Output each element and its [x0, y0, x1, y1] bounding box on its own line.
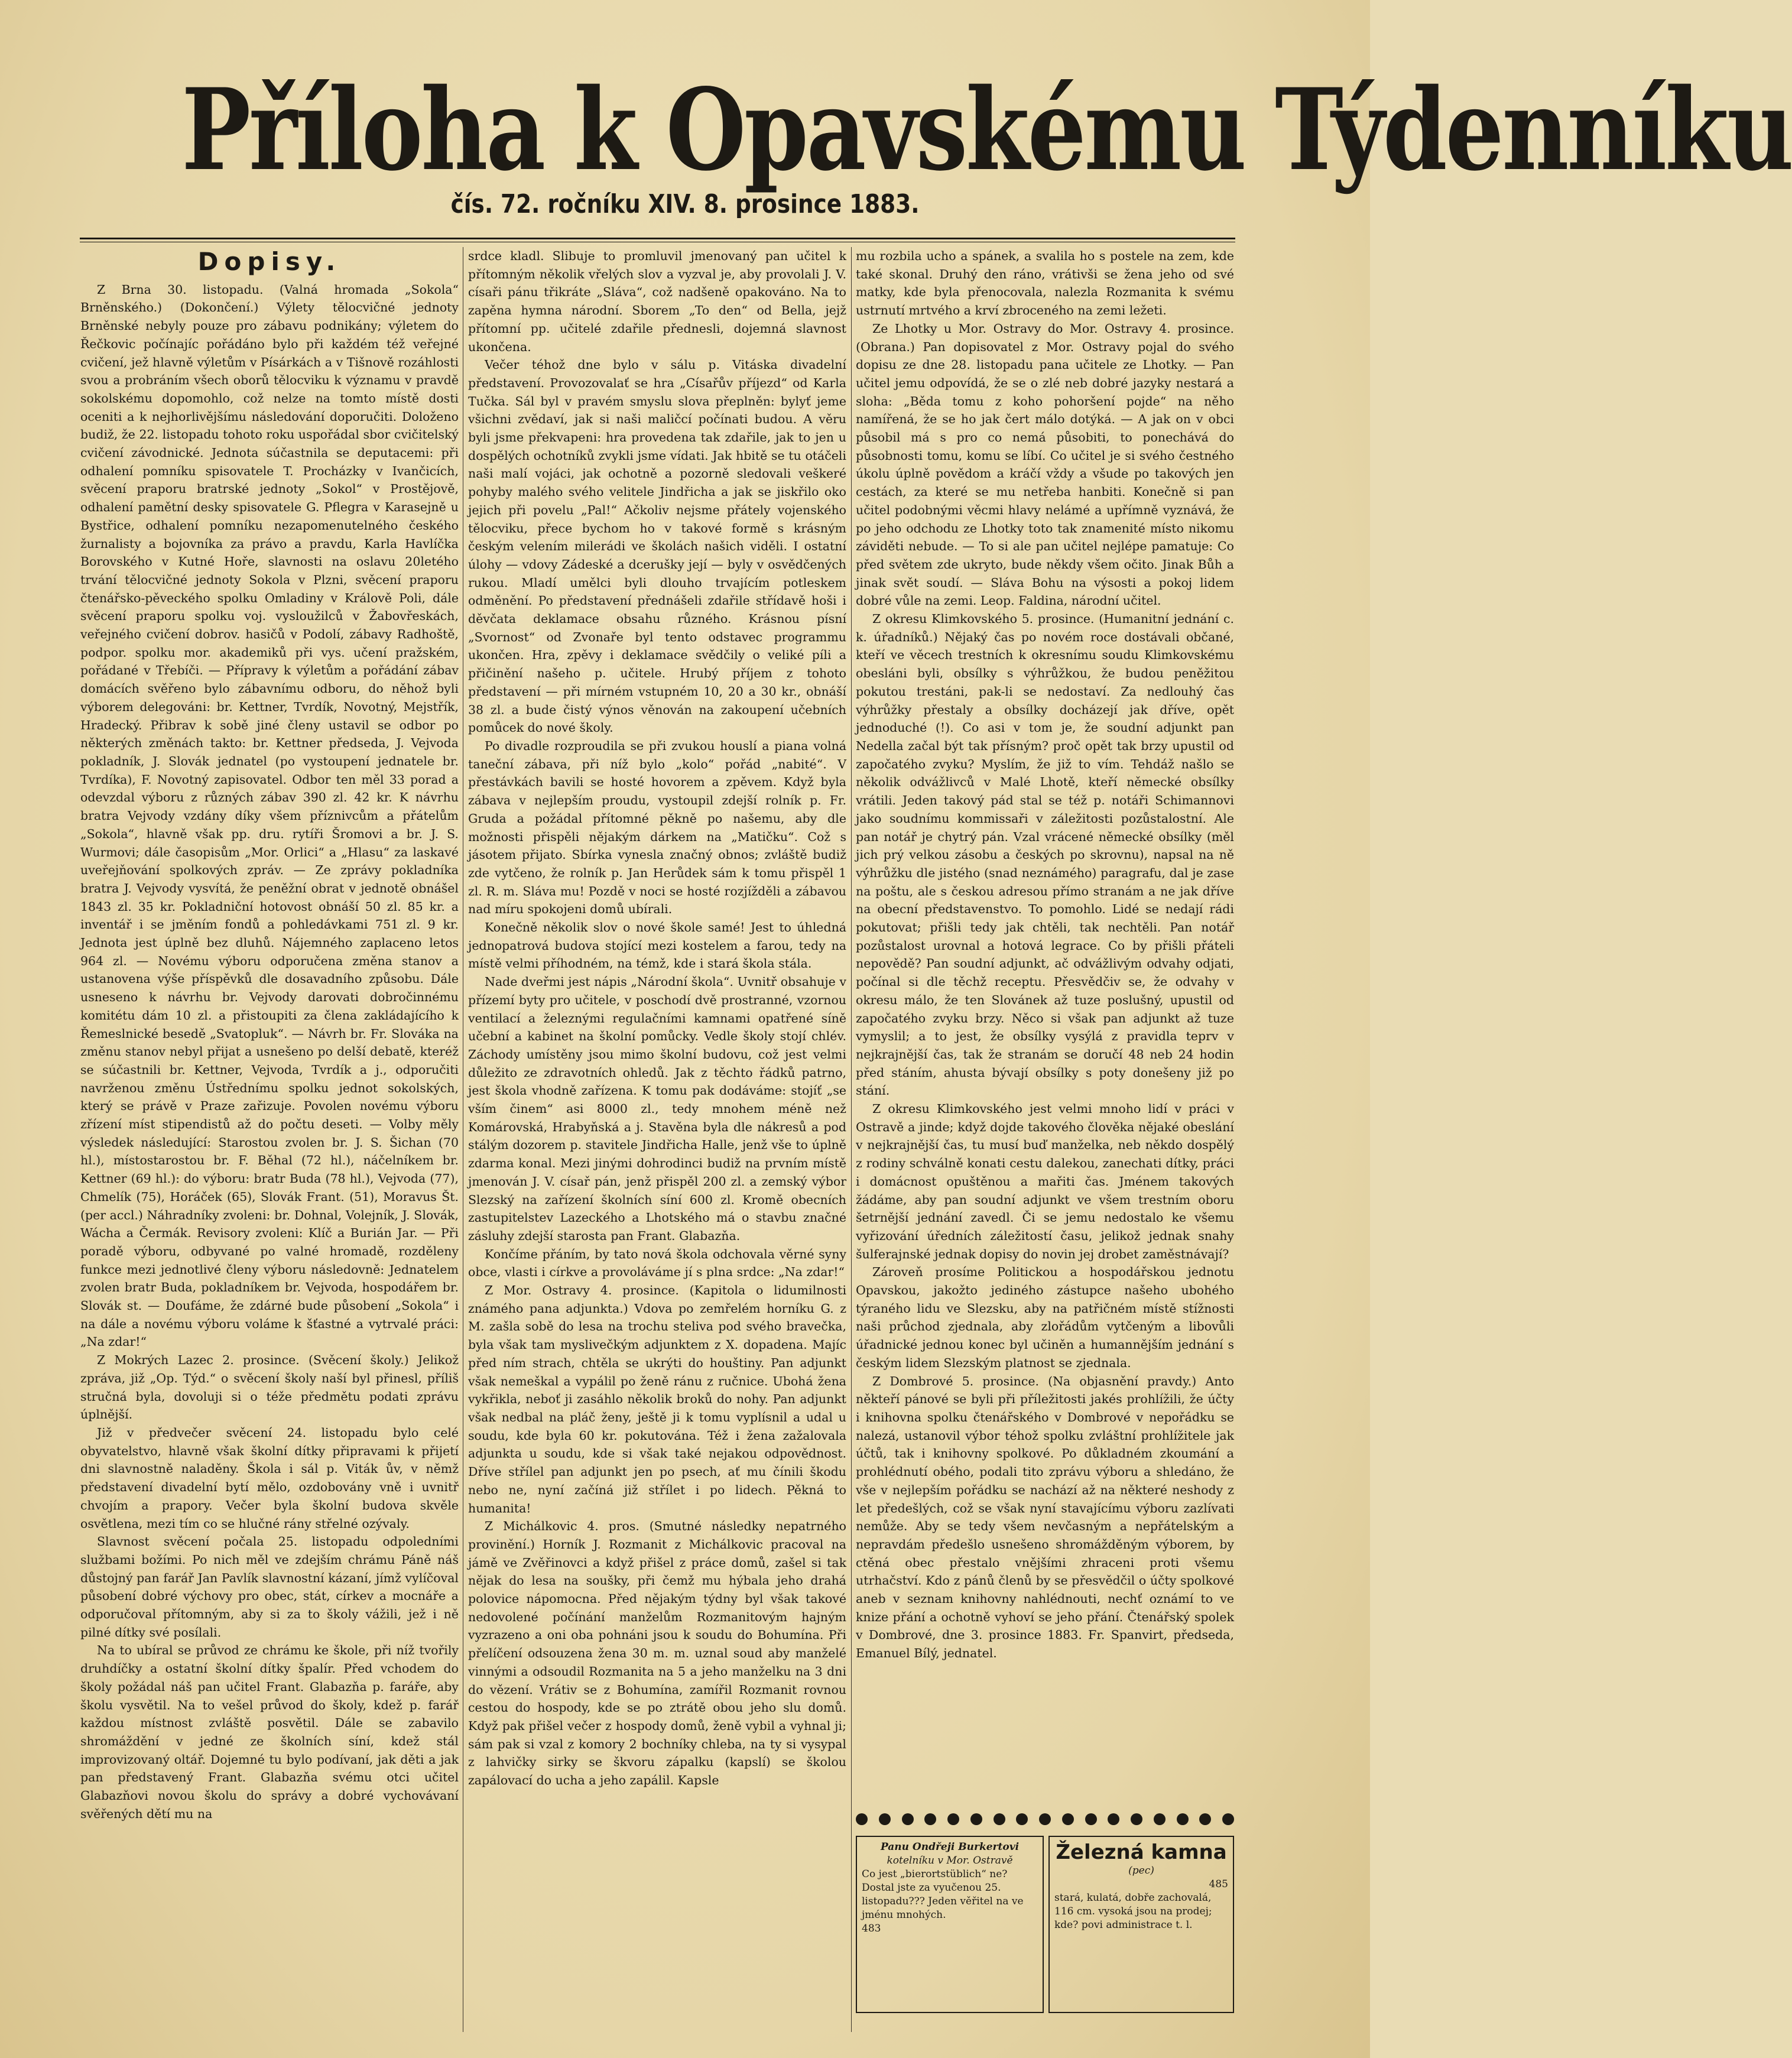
article-paragraph: Z Brna 30. listopadu. (Valná hromada „Sokola“ Brněnského.) (Dokončení.) Výlety tělocvičné jednoty Brněnské nebyly pouze pro zábavu podnikány; výletem do Řečkovic počínajíc pořádáno bylo při každém též veřejné cvičení, jež hlavně výletům v Písárkách a v Tišnově rozáhlosti svou a probráním všech oborů tělocviku k významu v pravdě sokolskému dopomohlo, což nelze na tomto místě dosti oceniti a k nejhorlivějšímu následování doporučiti. Doloženo budiž, že 22. listopadu tohoto roku uspořádal sbor cvičitelský cvičení závodnické. Jednota súčastnila se deputacemi: při odhalení pomníku spisovatele T. Procházky v Ivančicích, svěcení praporu bratrské jednoty „Sokol“ v Prostějově, odhalení pamětní desky spisovatele G. Pflegra v Karasejně u Bystřice, odhalení pomníku nezapomenutelného českého žurnalisty a bojovníka za právo a pravdu, Karla Havlíčka Borovského v Kutné Hoře, slavnosti na oslavu 20letého trvání tělocvičné jednoty Sokola v Plzni, svěcení praporu čtenářsko-pěveckého spolku Omladiny v Králově Poli, dále svěcení praporu spolku voj. vysloužilců v Žabovřeskách, veřejného cvičení dobrov. hasičů v Podolí, zábavy Radhoště, podpor. spolku mor. akademiků při vys. učení pražském, pořádané v Třebíči. — Přípravy k výletům a pořádání zábav domácích svěřeno bylo zábavnímu odboru, do něhož byli výborem delegováni: br. Kettner, Tvrdík, Novotný, Mejstřík, Hradecký. Přibrav k sobě jiné členy ustavil se odbor po některých změnách takto: br. Kettner předseda, J. Vejvoda pokladník, J. Slovák jednatel (po vystoupení jednatele br. Tvrdíka), F. Novotný zapisovatel. Odbor ten měl 33 porad a odevzdal výboru z různých zábav 390 zl. 42 kr. K návrhu bratra Vejvody vzdány díky všem příznivcům a přátelům „Sokola“, hlavně však pp. dru. rytíři Šromovi a br. J. S. Wurmovi; dále časopisům „Mor. Orlici“ a „Hlasu“ za laskavé uveřejňování spolkových zpráv. — Ze zprávy pokladníka bratra J. Vejvody vysvítá, že peněžní obrat v jednotě obnášel 1843 zl. 35 kr. Pokladniční hotovost obnáší 50 zl. 85 kr. a inventář i se jměním fondů a pohledávkami 751 zl. 9 kr. Jednota jest úplně bez dluhů. Nájemného zaplaceno letos 964 zl. — Novému výboru odporučena změna stanov a ustanovena výše příspěvků dle dosavadního způsobu. Dále usneseno k návrhu br. Vejvody darovati dobročinnému komitétu dám 10 zl. a přistoupiti za člena zakládajícího k Řemeslnické besedě „Svatopluk“. — Návrh br. Fr. Slováka na změnu stanov nebyl přijat a usnešeno po delší debatě, kteréž se súčastnili br. Kettner, Vejvoda, Tvrdík a j., odporučiti navrženou změnu Ústřednímu spolku jednot sokolských, který se právě v Praze zařizuje. Povolen novému výboru zřízení míst stipendistů až do počtu deseti. — Volby měly výsledek následující: Starostou zvolen br. J. S. Šichan (70 hl.), místostarostou br. F. Běhal (72 hl.), náčelníkem br. Kettner (69 hl.): do výboru: bratr Buda (78 hl.), Vejvoda (77), Chmelík (75), Horáček (65), Slovák Frant. (51), Moravus Št. (per accl.) Náhradníky zvoleni: br. Dohnal, Volejník, J. Slovák, Wácha a Čermák. Revisory zvoleni: Klíč a Burián Jar. — Při poradě výboru, odbyvané po valné hromadě, rozděleny funkce mezi jednotlivé členy výboru následovně: Jednatelem zvolen bratr Buda, pokladníkem br. Vejvoda, hospodářem br. Slovák st. — Doufáme, že zdárné bude působení „Sokola“ i na dále a novému výboru voláme k šťastné a vytrvalé práci: „Na zdar!“ — [80, 282, 459, 1349]
article-paragraph: Po divadle rozproudila se při zvukou houslí a piana volná taneční zábava, při níž bylo „kolo“ pořád „nabité“. V přestávkách bavili se hosté hovorem a zpěvem. Když byla zábava v nejlepším proudu, vystoupil zdejší rolník p. Fr. Gruda a požádal přítomné pěkně po našemu, aby dle možnosti přispěli nějakým dárkem na „Matičku“. Což s jásotem přijato. Sbírka vynesla značný obnos; zvláště budiž zde vytčeno, že rolník p. Jan Herůdek sám k tomu přispěl 1 zl. R. m. Sláva mu! Pozdě v noci se hosté rozjížděli a zábavou nad míru spokojeni domů ubírali. — [468, 738, 846, 917]
article-paragraph: Z Dombrové 5. prosince. (Na objasnění pravdy.) Anto někteří pánové se byli při příležitosti jakés prohlížili, že účty i knihovna spolku čtenářského v Dombrové v nepořádku se nalezá, ustanovil výbor téhož spolku zvláštní prohlížitele jak účtů, tak i knihovny spolkové. Po důkladném zkoumání a prohlédnutí obého, podali tito zprávu výboru a shledáno, že vše v nejlepším pořádku se nachází až na některé neshody z let předešlých, což se však nyní stavajícímu výboru zazlívati nemůže. Aby se tedy všem nevčasným a nepřátelským a nepravdám předešlo usnešeno shromážděným výborem, by ctěná obec přestalo vnějšími zhraceni proti všemu utrhačství. Kdo z pánů členů by se přesvědčil o účty spolkové aneb v seznam knihovny nahlédnouti, nechť oznámí to ve knize přání a ochotně vyhoví se jeho přání. Čtenářský spolek v Dombrové, dne 3. prosince 1883. Fr. Spanvirt, předseda, Emanuel Bílý, jednatel. — [856, 1374, 1234, 1661]
article-paragraph: Z Michálkovic 4. pros. (Smutné následky nepatrného provinění.) Horník J. Rozmanit z Michálkovic pracoval na jámě ve Zvěřinovci a když přišel z práce domů, zašel si tak nějak do lesa na soušky, při čemž mu hýbala jeho drahá polovice nápomocna. Před nějakým týdny byl však takové nedovolené počínání manželům Rozmanitovým hajným vyzrazeno a oni oba pohnáni jsou k soudu do Bohumína. Při přelíčení odsouzena žena 30 m. m. uznal soud aby manželé vinnými a odsoudil Rozmanita na 5 a jeho manželku na 3 dni do vězení. Vrátiv se z Bohumína, zamířil Rozmanit rovnou cestou do hospody, kde se po ztrátě obou jeho slu domů. Když pak přišel večer z hospody domů, ženě vybil a vyhnal ji; sám pak si vzal z komory 2 bochníky chleba, na ty si vysypal z lahvičky sirky se škvoru zápalku (kapslí) se školou zapálovací do ucha a jeho zapálil. Kapsle — [468, 1519, 846, 1788]
column-2 — [468, 247, 846, 2020]
article-paragraph: Na to ubíral se průvod ze chrámu ke škole, při níž tvořily druhdíčky a ostatní školní dítky špalír. Před vchodem do školy požádal náš pan učitel Frant. Glabazňa p. faráře, aby školu vysvětil. Na to vešel průvod do školy, kdež p. farář každou místnost zvláště posvětil. Dále se zabavilo shromáždění v jedné ze školních síní, kdež stál improvizovaný oltář. Dojemné tu bylo podívaní, jak děti a jak pan představený Frant. Glabazňa svému otci učitel Glabazňovi novou školu do správy a dobré vychovávaní svěřených dětí mu na — [80, 1643, 459, 1821]
article-paragraph: Z Mokrých Lazec 2. prosince. (Svěcení školy.) Jelikož zpráva, již „Op. Týd.“ o svěcení školy naší byl přinesl, příliš stručná byla, dovoluji si o téže předmětu podati zprávu úplnější. — [80, 1353, 459, 1422]
masthead-title: Příloha k Opavskému Týdenníku — [181, 64, 1792, 196]
classified-ad — [1048, 1836, 1234, 2013]
issue-line: čís. 72. ročníku XIV. 8. prosince 1883. — [450, 189, 920, 219]
ad-body: Co jest „bierortstüblich“ ne? Dostal jste za vyučenou 25. listopadu??? Jeden věřitel na ve jménu mnohých. — [862, 1868, 1024, 1921]
section-heading: Dopisy. — [197, 247, 342, 276]
ad-title: Železná kamna — [1056, 1840, 1227, 1864]
article-paragraph: Ze Lhotky u Mor. Ostravy do Mor. Ostravy 4. prosince. (Obrana.) Pan dopisovatel z Mor. Ostravy pojal do svého dopisu ze dne 28. listopadu pana učitele ze Lhotky. — Pan učitel jemu odpovídá, že se o zlé neb dobré jazyky nestará a sloha: „Běda tomu z koho pohoršení pojde“ na něho namířená, že se ho jak čert málo dotýká. — A jak on v obci působil má s pro co nemá působiti, to ponechává do působnosti tomu, komu se líbí. Co učitel je si svého čestného úkolu úplně povědom a kráčí vždy a všude po takových jen cestách, za které se mu netřeba hanbiti. Konečně si pan učitel podobnými věcmi hlavy nelámé a upřímně vyznává, že po jeho odchodu ze Lhotky toto tak znamenité místo nikomu záviděti nebude. — To si ale pan učitel nejlépe pamatuje: Co před světem zde ukryto, bude někdy všem očito. Jinak Bůh a jinak svět soudí. — Sláva Bohu na výsosti a pokoj lidem dobré vůle na zemi. Leop. Faldina, národní učitel. — [856, 321, 1234, 608]
ad-title: Panu Ondřeji Burkertovi — [880, 1841, 1020, 1853]
article-paragraph: Večer téhož dne bylo v sálu p. Vitáska divadelní představení. Provozovalať se hra „Císařův příjezd“ od Karla Tučka. Sál byl v pravém smyslu slova přeplněn: bylyť jeme všichni zvědaví, jak si naši maličcí počínati budou. A věru byli jsme překvapeni: hra provedena tak zdařile, jak to jen u dospělých ochotníků zvykli jsme vídati. Jak hbitě se tu otáčeli naši malí vojáci, jak ochotně a pozorně sledovali veškeré pohyby malého svého velitele Jindřicha a jak se jiskřilo oko jejich při povelu „Pal!“ Ačkoliv nejsme přátely vojenského tělocviku, přece bychom ho v takové formě s krásným českým velením milerádi ve školách našich viděli. I ostatní úlohy — vdovy Zádeské a dcerušky její — byly v osvědčených rukou. Mladí umělci byli dlouho trvajícím potleskem odměnění. Po představení přednášeli zdařile střídavě hoši i děvčata deklamace obsahu různého. Krásnou písní „Svornost“ od Zvonaře byl tento odstavec programmu ukončen. Hra, zpěvy i deklamace svědčily o veliké píli a přičinění našeho p. učitele. Hrubý příjem z tohoto představení — při mírném vstupném 10, 20 a 30 kr., obnáší 38 zl. a bude čistý výnos věnován na zakoupení učebních pomůcek do nové školy. — [468, 358, 846, 735]
column-3 — [856, 247, 1234, 1807]
classified-ad — [856, 1836, 1044, 2013]
article-paragraph: Slavnost svěcení počala 25. listopadu odpoledními službami božími. Po nich měl ve zdejším chrámu Páně náš důstojný pan farář Jan Pavlík slavnostní kázaní, jímž vylíčoval působení dobré výchovy pro obec, stát, církev a mocnáře a odporučoval přítomným, aby si za to školy vážili, jež i ně pilné dítky své posílali. — [80, 1534, 459, 1640]
ad-number: 483 — [862, 1923, 881, 1934]
ad-subtitle: (pec) — [1128, 1865, 1154, 1877]
article-paragraph: Končíme přáním, by tato nová škola odchovala věrné syny obce, vlasti i církve a provoláváme jí s plna srdce: „Na zdar!“ — [468, 1247, 846, 1280]
article-paragraph: mu rozbila ucho a spánek, a svalila ho s postele na zem, kde také skonal. Druhý den ráno, vrátivši se žena jeho od své matky, kde byla přenocovala, nalezla Rozmanita k svému ustrnutí mrtvého a krví zbroceného na zemi ležeti. — [856, 249, 1234, 318]
article-paragraph: Z okresu Klimkovského jest velmi mnoho lidí v práci v Ostravě a jinde; když dojde takového člověka nějaké obeslání v nejkrajnější čas, tu musí buď manželka, neb někdo dospělý z rodiny schválně konati cestu dalekou, zanechati dítky, práci i domácnost opuštěnou a mařiti čas. Jménem takových žádáme, aby pan soudní adjunkt ve všem trestním oboru šetrnější jednání zavedl. Či se jemu nedostalo ke všemu vyřizování úředních záležitostí času, jelikož jednak snahy šulferajnské jednak dopisy do novin jej drobet zaměstnávají? — [856, 1102, 1234, 1261]
ad-number: 485 — [1209, 1878, 1228, 1890]
article-paragraph: Z okresu Klimkovského 5. prosince. (Humanitní jednání c. k. úřadníků.) Nějaký čas po novém roce dostávali občané, kteří ve věcech trestních k okresnímu soudu Klimkovskému obesláni byli, obsílky s výhrůžkou, že budou peněžitou pokutou trestáni, pak-li se nedostaví. Za nedlouhý čas výhrůžky přestaly a obsílky docházejí jak dříve, opět jednoduché (!). Co asi v tom je, že soudní adjunkt pan Nedella začal být tak přísným? proč opět tak brzy upustil od započatého zvyku? Myslím, že již to vím. Tehdáž našlo se několik odvážlivců v Malé Lhotě, kteří německé obsílky vrátili. Jeden takový pád stal se též p. notáři Schimannovi jako soudnímu kommissaři v záležitosti pozůstalostní. Ale pan notář je chytrý pán. Vzal vrácené německé obsílky (měl jich prý velkou zásobu a českých po skrovnu), napsal na ně výhrůžku dle jistého (snad neznámého) paragrafu, dal je zase na poštu, ale s českou adresou přímo stranám a ne jak dříve na obecní představenstvo. To pomohlo. Lidé se nedají rádi pokutovat; přišli tedy jak chtěli, tak nechtěli. Pan notář pozůstalost urovnal a hotová legrace. Co by přišli přáteli nepovědě? Pan soudní adjunkt, ač odvážlivým odvahy odjati, počínal si dle těchž receptu. Přesvědčiv se, že odvahy v okresu málo, že ten Slovánek až tuze poslušný, upustil od započatého zvyku brzy. Něco si však pan adjunkt až tuze vymyslil; a to jest, že obsílky vysýlá z pravidla teprv v nejkrajnější čas, tak že stranám se doručí 48 neb 24 hodin před stáním, ahusta bývají obsílky s poty donešeny již po stání. — [856, 612, 1234, 1098]
column-1 — [80, 247, 459, 2020]
header-rule — [80, 238, 1235, 239]
classified-ads — [856, 1814, 1234, 2015]
article-paragraph: Již v předvečer svěcení 24. listopadu bylo celé obyvatelstvo, hlavně však školní dítky připravami k přijetí dni slavnostně naladěny. Škola i sál p. Viták ův, v němž představení divadelní bytí mělo, ozdobovány vně i uvnitř chvojím a prapory. Večer byla školní budova skvěle osvětlena, mezi tím co se hlučné rány střelné ozývaly. — [80, 1426, 459, 1531]
article-paragraph: Nade dveřmi jest nápis „Národní škola“. Uvnitř obsahuje v přízemí byty pro učitele, v poschodí dvě prostranné, vzornou ventilací a železnými regulačními kamnami opatřené síně učební a kabinet na školní pomůcky. Vedle školy stojí chlév. Záchody umístěny jsou mimo školní budovu, což jest velmi důležito ze zdravotních ohledů. Jak z těchto řádků patrno, jest škola vhodně zařízena. K tomu pak dodáváme: stojíť „se vším činem“ asi 8000 zl., tedy mnohem méně než Komárovská, Hrabyňská a j. Stavěna byla dle nákresů a pod stálým dozorem p. stavitele Jindřicha Halle, jenž vše to úplně zdarma konal. Mezi jinými dohrodinci budiž na prvním místě jmenován J. V. císař pán, jenž přispěl 200 zl. a zemský výbor Slezský na zařízení školních síní 600 zl. Kromě obecních zastupitelstev Lazeckého a Lhotského má o stavbu značné zásluhy zdejší starosta pan Frant. Glabazňa. — [468, 975, 846, 1243]
column-divider — [851, 247, 852, 2032]
article-paragraph: Konečně několik slov o nové škole samé! Jest to úhledná jednopatrová budova stojící mezi kostelem a farou, tedy na místě velmi příhodném, na témž, kde i stará škola stála. — [468, 920, 846, 971]
article-paragraph: srdce kladl. Slibuje to promluvil jmenovaný pan učitel k přítomným několik vřelých slov a vyzval je, aby provolali J. V. císaři pánu třikráte „Sláva“, což nadšeně opakováno. Na to zapěna hymna národní. Sborem „To den“ od Bella, jejž přítomní pp. učitelé zdařile přednesli, dojemná slavnost ukončena. — [468, 249, 846, 354]
article-paragraph: Z Mor. Ostravy 4. prosince. (Kapitola o lidumilnosti známého pana adjunkta.) Vdova po zemřelém horníku G. z M. zašla sobě do lesa na trochu steliva pod svého bravečka, byla však tam myslivečkým adjunktem z X. dopadena. Majíc před ním strach, chtěla se ukrýti do houštiny. Pan adjunkt však nemeškal a vypálil po ženě ránu z ručnice. Ubohá žena vykřikla, neboť ji zasáhlo několik broků do nohy. Pan adjunkt však nedbal na pláč ženy, ještě ji k tomu vyplísnil a udal u soudu, kde byla 60 kr. pokutována. Též i žena zažalovala adjunkta u soudu, kde si však také nejakou odpovědnost. Dříve střílel pan adjunkt jen po psech, ať mu čínili škodu nebo ne, nyní začíná již střílet i po lidech. Pěkná to humanita! — [468, 1283, 846, 1515]
article-paragraph: Zároveň prosíme Politickou a hospodářskou jednotu Opavskou, jakožto jediného zástupce našeho ubohého týraného lidu ve Slezsku, aby na patřičném místě stížnosti naši průchod zjednala, aby zlořádům vytčeným a libovůli úřadnické jednou konec byl učiněn a humannějším jednání s českým lidem Slezským platnost se zjednala. — [856, 1265, 1234, 1370]
ad-subtitle: kotelníku v Mor. Ostravě — [887, 1855, 1013, 1867]
ad-body: stará, kulatá, dobře zachovalá, 116 cm. vysoká jsou na prodej; kde? povi administrace t. l. — [1054, 1892, 1212, 1931]
